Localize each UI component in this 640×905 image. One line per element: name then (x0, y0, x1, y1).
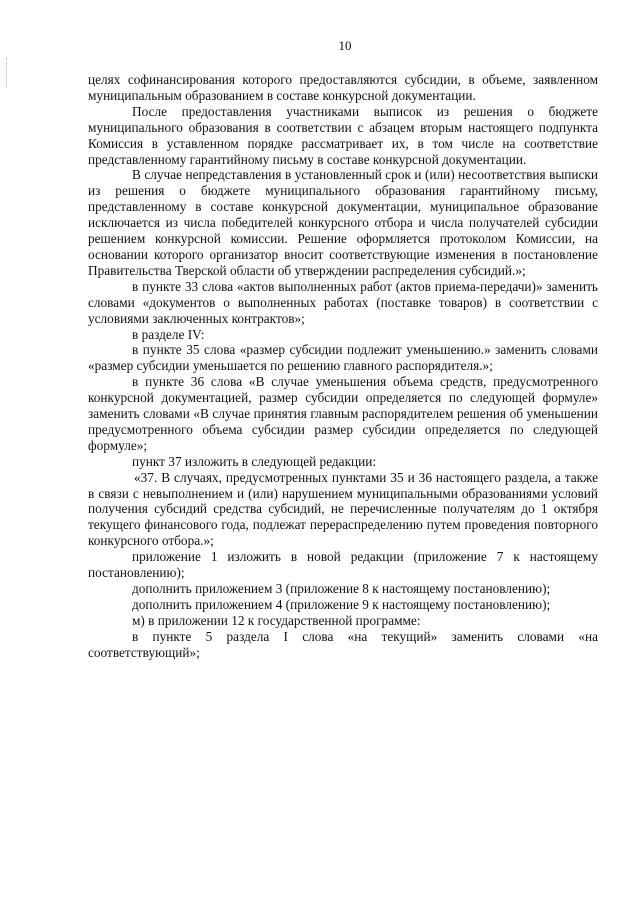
paragraph: в пункте 5 раздела I слова «на текущий» заменить словами «на соответствующий»; (88, 628, 598, 660)
paragraph: «37. В случаях, предусмотренных пунктами 35 и 36 настоящего раздела, а также в связи с невыполнением и (или) нарушением муниципальными образованиями условий получения субсидий средства субсидий, не перечисленные получателям до 1 октября текущего финансового года, подлежат перераспределению путем проведения повторного конкурсного отбора.»; (88, 469, 598, 549)
paragraph: приложение 1 изложить в новой редакции (приложение 7 к настоящему постановлению); (88, 549, 598, 581)
scan-margin-mark (6, 58, 9, 88)
paragraph: дополнить приложением 4 (приложение 9 к настоящему постановлению); (132, 596, 551, 612)
paragraph: В случае непредставления в установленный срок и (или) несоответствия выписки из решения о бюджете муниципального образования гарантийному письму, представленному в составе конкурсной документации, муниципальное образование исключается из числа победителей конкурсного отбора и числа получателей субсидии решением конкурсной комиссии. Решение оформляется протоколом Комиссии, на основании которого организатор вносит соответствующие изменения в постановление Правительства Тверской области об утверждении распределения субсидий.»; (88, 167, 598, 278)
page-number: 10 (338, 38, 352, 53)
paragraph: пункт 37 изложить в следующей редакции: (132, 453, 377, 469)
paragraph: м) в приложении 12 к государственной программе: (132, 612, 421, 628)
paragraph: После предоставления участниками выписок из решения о бюджете муниципального образования в соответствии с абзацем вторым настоящего подпункта Комиссия в уставленном порядке рассматривает их, в том числе на соответствие представленному гарантийному письму в составе конкурсной документации. (88, 103, 598, 167)
paragraph: целях софинансирования которого предоставляются субсидии, в объеме, заявленном муниципальным образованием в составе конкурсной документации. (88, 72, 598, 103)
paragraph: в разделе IV: (132, 326, 205, 342)
paragraph: в пункте 36 слова «В случае уменьшения объема средств, предусмотренного конкурсной документацией, размер субсидии определяется по следующей формуле» заменить словами «В случае принятия главным распорядителем решения об уменьшении предусмотренного объема субсидии размер субсидии определяется по следующей формуле»; (88, 374, 598, 453)
document-body (88, 72, 598, 661)
paragraph: дополнить приложением 3 (приложение 8 к настоящему постановлению); (132, 581, 551, 596)
paragraph: в пункте 33 слова «актов выполненных работ (актов приема-передачи)» заменить словами «документов о выполненных работах (поставке товаров) в соответствии с условиями заключенных контрактов»; (88, 278, 598, 326)
paragraph: в пункте 35 слова «размер субсидии подлежит уменьшению.» заменить словами «размер субсидии уменьшается по решению главного распорядителя.»; (88, 342, 598, 374)
